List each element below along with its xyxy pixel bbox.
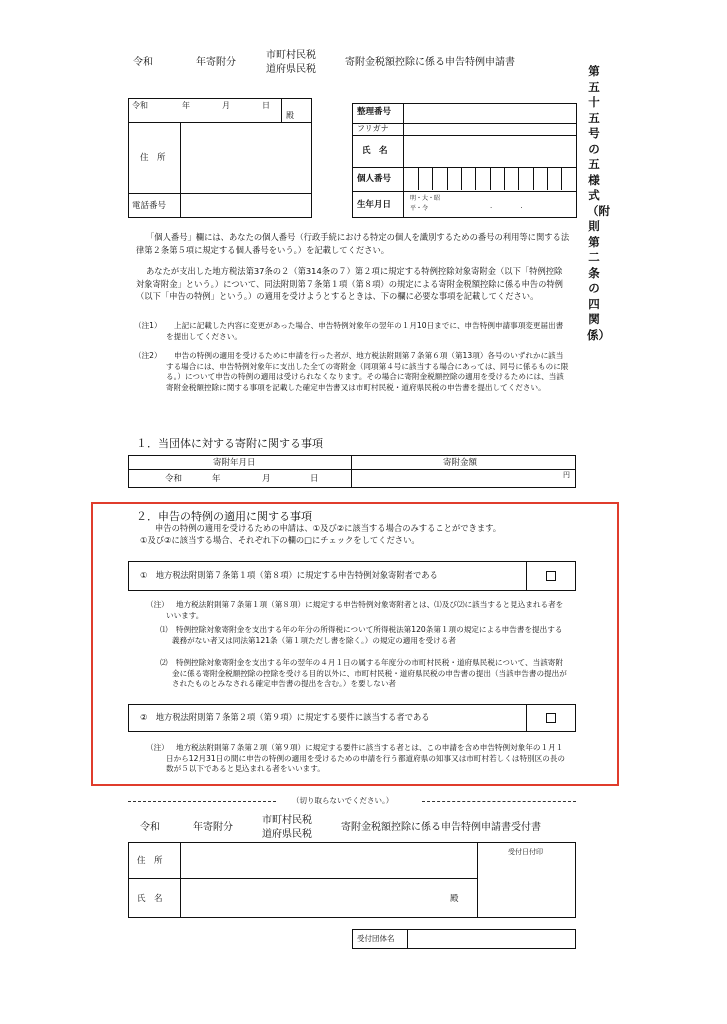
item1-checkbox[interactable] xyxy=(546,571,556,581)
phone-label: 電話番号 xyxy=(132,201,167,211)
header-year-share: 年寄附分 xyxy=(196,57,236,68)
name-field[interactable] xyxy=(404,136,576,166)
yen-unit: 円 xyxy=(563,471,570,479)
note2-mark: （注2） xyxy=(134,351,162,360)
sub2-text: 特例控除対象寄附金を支出する年の翌年の４月１日の属する年度分の市町村民税・道府県民税について、当該寄附金に係る寄附金税額控除の控除を受ける目的以外に、市町村民税・道府県民税の申告書の提出（当該申告書の提出がされたものとみなされる確定申告書の提出を含む。）を要しない者 xyxy=(172,658,567,688)
item2-checkbox[interactable] xyxy=(546,713,556,723)
note2-text: 申告の特例の適用を受けるために申請を行った者が、地方税法附則第７条第６項（第13項）各号のいずれかに該当する場合には、申告特例対象年に支出した全ての寄附金（同項第４号に該当する場合にあっては、同号に係るものに限る。）について申告の特例の適用は受けられなくなります。その場合に寄附金税額控除の適用を受けるためには、当該寄附金税額控除に関する事項を記載した確定申告書又は市町村民税・道府県民税の申告書を提出してください。 xyxy=(166,351,569,392)
birth-era-options-2: 平・令 xyxy=(410,205,429,212)
my-number-label: 個人番号 xyxy=(357,174,392,184)
intro-paragraph-1: 「個人番号」欄には、あなたの個人番号（行政手続における特定の個人を識別するための番号の利用等に関する法律第２条第５項に規定する個人番号をいう。）を記載してください。 xyxy=(136,232,570,255)
address-field[interactable] xyxy=(181,123,311,192)
header-tax-line2: 道府県民税 xyxy=(266,64,316,75)
intro-paragraph-2: あなたが支出した地方税法第37条の２（第314条の７）第２項に規定する特例控除対象寄附金（以下「特例控除対象寄附金」という。）について、同法附則第７条第１項（第８項）の規定による寄附金税額控除に係る申告の特例（以下「申告の特例」という。）の適用を受けようとするときは、下の欄に必要な事項を記載してください。 xyxy=(136,266,563,301)
donation-date-day: 日 xyxy=(310,474,319,484)
cut-line-text: （切り取らないでください。） xyxy=(292,796,394,805)
note1-text: 上記に記載した内容に変更があった場合、申告特例対象年の翌年の１月10日までに、申告特例申請事項変更届出書を提出してください。 xyxy=(166,321,564,341)
form-number-label: 第五十五号の五様式（附則第二条の四関係） xyxy=(587,64,610,342)
sub1-text: 特例控除対象寄附金を支出する年の年分の所得税について所得税法第120条第１項の規定による申告書を提出する義務がない者又は同法第121条（第１項ただし書を除く。）の規定の適用を受ける者 xyxy=(172,625,563,645)
addressee-suffix: 殿 xyxy=(286,111,294,120)
date-month: 月 xyxy=(222,101,230,110)
note-a-text: 地方税法附則第７条第１項（第８項）に規定する申告特例対象寄附者とは、⑴及び⑵に該当すると見込まれる者をいいます。 xyxy=(166,600,564,620)
note1-mark: （注1） xyxy=(134,321,162,330)
date-day: 日 xyxy=(262,101,270,110)
donation-amount-header: 寄附金額 xyxy=(443,458,478,468)
note-a-mark: （注） xyxy=(146,600,169,609)
address-label: 住 所 xyxy=(140,153,166,163)
section1-title: １．当団体に対する寄附に関する事項 xyxy=(136,437,323,450)
cut-line-left xyxy=(128,801,276,802)
note-b-text: 地方税法附則第７条第２項（第９項）に規定する要件に該当する者とは、この申請を含め申告特例対象年の１月１日から12月31日の間に申告の特例の適用を受けるための申請を行う都道府県の知事又は市町村若しくは特別区の長の数が５以下であると見込まれる者をいいます。 xyxy=(166,743,566,773)
receipt-name-label: 氏 名 xyxy=(137,894,163,904)
name-label: 氏 名 xyxy=(362,146,388,156)
section2-title: ２．申告の特例の適用に関する事項 xyxy=(136,510,312,523)
donation-date-field[interactable] xyxy=(129,470,350,487)
birth-date-separators: . . xyxy=(490,202,523,210)
section2-lead-2: ①及び②に該当する場合、それぞれ下の欄の□にチェックをしてください。 xyxy=(140,535,420,545)
donation-amount-field[interactable] xyxy=(352,470,575,487)
cut-line-right xyxy=(422,801,576,802)
header-tax-line1: 市町村民税 xyxy=(266,50,316,61)
date-era: 令和 xyxy=(132,101,148,110)
donation-date-year: 年 xyxy=(212,474,221,484)
receipt-name-field[interactable] xyxy=(181,879,441,917)
sub1-mark: ⑴ xyxy=(160,625,168,634)
donation-date-era: 令和 xyxy=(165,474,183,484)
item2-text: ② 地方税法附則第７条第２項（第９項）に規定する要件に該当する者である xyxy=(140,712,430,722)
note-b-mark: （注） xyxy=(146,743,169,752)
furigana-label: フリガナ xyxy=(357,124,389,133)
receipt-address-field[interactable] xyxy=(181,843,476,877)
birth-date-label: 生年月日 xyxy=(357,200,392,210)
receiving-org-label: 受付団体名 xyxy=(357,934,395,943)
receipt-stamp-label: 受付日付印 xyxy=(508,848,543,856)
reference-number-field[interactable] xyxy=(404,104,576,122)
document-title: 寄附金税額控除に係る申告特例申請書 xyxy=(345,57,515,68)
item1-text: ① 地方税法附則第７条第１項（第８項）に規定する申告特例対象寄附者である xyxy=(140,570,438,580)
birth-date-field[interactable] xyxy=(436,192,576,217)
receipt-addressee-suffix: 殿 xyxy=(450,894,459,904)
donation-date-month: 月 xyxy=(262,474,271,484)
receiving-org-field[interactable] xyxy=(408,930,575,948)
receipt-stamp-area[interactable] xyxy=(478,860,575,917)
receipt-address-label: 住 所 xyxy=(137,856,163,866)
my-number-grid[interactable] xyxy=(404,168,576,190)
receipt-era: 令和 xyxy=(140,822,160,833)
birth-era-options-1: 明・大・昭 xyxy=(410,195,441,202)
furigana-field[interactable] xyxy=(404,124,576,134)
section2-lead-1: 申告の特例の適用を受けるための申請は、①及び②に該当する場合のみすることができます。 xyxy=(155,523,502,533)
donation-date-header: 寄附年月日 xyxy=(213,458,256,468)
receipt-year-share: 年寄附分 xyxy=(193,822,233,833)
sub2-mark: ⑵ xyxy=(160,658,168,667)
header-era: 令和 xyxy=(133,57,153,68)
date-year: 年 xyxy=(182,101,190,110)
receipt-tax-line1: 市町村民税 xyxy=(262,815,312,826)
phone-field[interactable] xyxy=(181,194,311,217)
reference-number-label: 整理番号 xyxy=(357,107,392,117)
receipt-tax-line2: 道府県民税 xyxy=(262,829,312,840)
receipt-title: 寄附金税額控除に係る申告特例申請書受付書 xyxy=(341,822,541,833)
